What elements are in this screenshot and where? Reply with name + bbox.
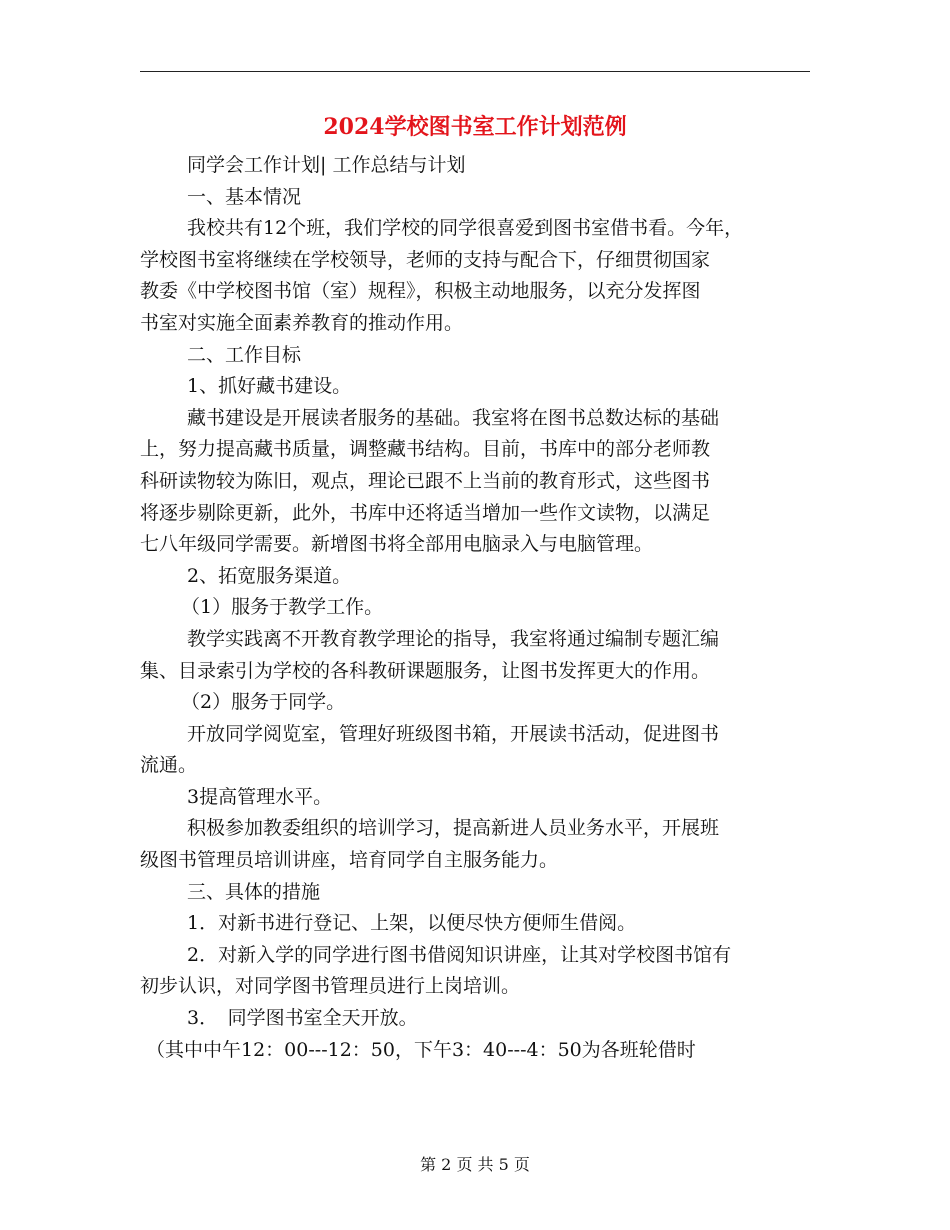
paragraph-line: 藏书建设是开展读者服务的基础。我室将在图书总数达标的基础: [187, 406, 720, 429]
paragraph-line: 我校共有12个班，我们学校的同学很喜爱到图书室借书看。今年，: [187, 217, 744, 240]
paragraph-line: 将逐步剔除更新，此外，书库中还将适当增加一些作文读物，以满足: [140, 501, 711, 524]
section-heading: 三、具体的措施: [187, 880, 321, 903]
paragraph-line: 学校图书室将继续在学校领导，老师的支持与配合下，仔细贯彻国家: [140, 248, 711, 271]
paragraph-line: 教委《中学校图书馆（室）规程》，积极主动地服务，以充分发挥图: [140, 280, 701, 303]
paragraph-line: 开放同学阅览室，管理好班级图书箱，开展读书活动，促进图书: [187, 722, 720, 745]
document-body: [140, 150, 812, 1066]
paragraph-line: 科研读物较为陈旧，观点，理论已跟不上当前的教育形式，这些图书: [140, 469, 711, 492]
paragraph-line: 级图书管理员培训讲座，培育同学自主服务能力。: [140, 849, 559, 872]
paragraph-line: 初步认识，对同学图书管理员进行上岗培训。: [140, 975, 521, 998]
list-item: 3． 同学图书室全天开放。: [187, 1007, 418, 1030]
paragraph-line: 积极参加教委组织的培训学习，提高新进人员业务水平，开展班: [187, 817, 720, 840]
page-number-footer: 第 2 页 共 5 页: [420, 1155, 530, 1174]
paragraph-line: 集、目录索引为学校的各科教研课题服务，让图书发挥更大的作用。: [140, 659, 711, 682]
subsection-heading: 1、抓好藏书建设。: [187, 375, 352, 398]
paragraph-line: （其中中午12：00---12：50，下午3：40---4：50为各班轮借时: [146, 1038, 696, 1061]
paragraph-line: 教学实践离不开教育教学理论的指导，我室将通过编制专题汇编: [187, 627, 720, 650]
header-rule: [140, 71, 810, 72]
list-item: 2．对新入学的同学进行图书借阅知识讲座，让其对学校图书馆有: [187, 943, 732, 966]
item-heading: （1）服务于教学工作。: [181, 596, 384, 619]
subsection-heading: 2、拓宽服务渠道。: [187, 564, 352, 587]
paragraph-line: 上，努力提高藏书质量，调整藏书结构。目前，书库中的部分老师教: [140, 438, 711, 461]
section-heading: 二、工作目标: [187, 343, 302, 366]
item-heading: （2）服务于同学。: [181, 691, 346, 714]
paragraph-line: 流通。: [140, 754, 198, 777]
subsection-heading: 3提高管理水平。: [187, 785, 333, 808]
paragraph-line: 书室对实施全面素养教育的推动作用。: [140, 311, 464, 334]
subtitle-line: 同学会工作计划| 工作总结与计划: [187, 154, 466, 176]
section-heading: 一、基本情况: [187, 185, 302, 208]
paragraph-line: 七八年级同学需要。新增图书将全部用电脑录入与电脑管理。: [140, 533, 654, 556]
list-item: 1．对新书进行登记、上架，以便尽快方便师生借阅。: [187, 912, 637, 935]
document-title: 2024学校图书室工作计划范例: [323, 114, 627, 140]
